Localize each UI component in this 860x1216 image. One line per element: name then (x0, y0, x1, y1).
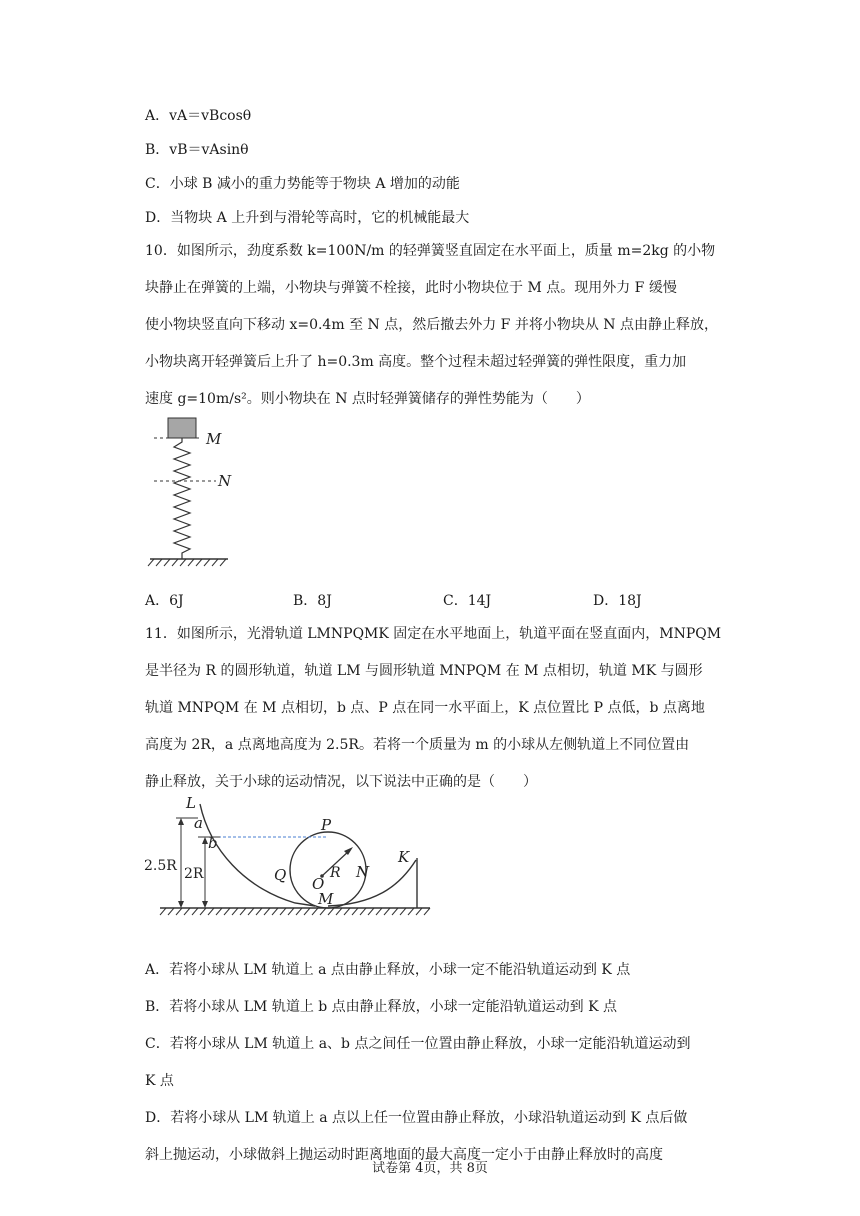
label-m: M (318, 890, 334, 908)
label-n: N (218, 472, 232, 490)
page-footer: 试卷第 4页，共 8页 (372, 1161, 488, 1176)
ground-hatch (148, 559, 226, 566)
q11-line-3: 轨道 MNPQM 在 M 点相切，b 点、P 点在同一水平面上，K 点位置比 P 点低，b 点离地 (145, 700, 705, 716)
q10-choice-d: D．18J (593, 593, 642, 609)
q10-choice-b: B．8J (293, 593, 332, 609)
track-mk (328, 860, 416, 906)
q11-stem (145, 616, 722, 801)
q11-option-d-cont: 斜上抛运动，小球做斜上抛运动时距离地面的最大高度一定小于由静止释放时的高度 (145, 1147, 663, 1163)
q11-option-a: A．若将小球从 LM 轨道上 a 点由静止释放，小球一定不能沿轨道运动到 K 点 (145, 962, 631, 978)
q10-choice-c: C．14J (443, 593, 492, 609)
label-2-5r: 2.5R (144, 858, 177, 874)
label-a: a (194, 814, 203, 832)
label-l: L (186, 794, 196, 812)
q11-line-2: 是半径为 R 的圆形轨道，轨道 LM 与圆形轨道 MNPQM 在 M 点相切，轨道 MK 与圆形 (145, 663, 703, 679)
q11-option-c: C．若将小球从 LM 轨道上 a、b 点之间任一位置由静止释放，小球一定能沿轨道运动到 (145, 1036, 691, 1052)
label-2r: 2R (184, 866, 204, 882)
q10-line-1: 10．如图所示，劲度系数 k=100N/m 的轻弹簧竖直固定在水平面上，质量 m=2kg 的小物 (145, 243, 716, 259)
q11-line-1: 11．如图所示，光滑轨道 LMNPQMK 固定在水平地面上，轨道平面在竖直面内，MNPQM (145, 626, 722, 642)
q10-line-5: 速度 g=10m/s²。则小物块在 N 点时轻弹簧储存的弹性势能为（ ） (145, 391, 590, 407)
q10-choices (145, 590, 725, 612)
q11-line-4: 高度为 2R，a 点离地高度为 2.5R。若将一个质量为 m 的小球从左侧轨道上不同位置由 (145, 737, 690, 753)
label-p: P (321, 816, 332, 834)
q11-option-d: D．若将小球从 LM 轨道上 a 点以上任一位置由静止释放，小球沿轨道运动到 K 点后做 (145, 1110, 688, 1126)
label-q: Q (274, 866, 287, 884)
q10-line-3: 使小物块竖直向下移动 x=0.4m 至 N 点，然后撤去外力 F 并将小物块从 N 点由静止释放， (145, 317, 718, 333)
q10-stem (145, 233, 717, 418)
q9-option-d: D．当物块 A 上升到与滑轮等高时，它的机械能最大 (145, 210, 470, 226)
q11-line-5: 静止释放，关于小球的运动情况，以下说法中正确的是（ ） (145, 774, 537, 790)
label-b: b (208, 834, 218, 852)
q10-line-4: 小物块离开轻弹簧后上升了 h=0.3m 高度。整个过程未超过轻弹簧的弹性限度，重力加 (145, 354, 687, 370)
q11-track-figure (140, 790, 440, 920)
spring (174, 438, 190, 559)
label-k: K (398, 848, 410, 866)
q11-option-b: B．若将小球从 LM 轨道上 b 点由静止释放，小球一定能沿轨道运动到 K 点 (145, 999, 618, 1015)
track-lm (200, 804, 315, 906)
label-n: N (356, 863, 370, 881)
label-r: R (330, 865, 341, 881)
q11-options (145, 952, 717, 1174)
a-arrow-bottom (178, 901, 184, 908)
label-m: M (206, 430, 222, 448)
label-o: O (312, 875, 325, 893)
q9-option-a: A．vA＝vBcosθ (145, 108, 252, 124)
q10-choice-a: A．6J (145, 593, 184, 609)
block (168, 418, 196, 438)
ground-hatch (160, 908, 430, 915)
q11-option-c-cont: K 点 (145, 1073, 174, 1089)
q9-option-b: B．vB＝vAsinθ (145, 142, 249, 158)
q9-option-c: C．小球 B 减小的重力势能等于物块 A 增加的动能 (145, 176, 460, 192)
a-arrow-top (178, 818, 184, 825)
q10-spring-figure (140, 412, 250, 572)
b-arrow-bottom (202, 901, 208, 908)
q10-line-2: 块静止在弹簧的上端，小物块与弹簧不栓接，此时小物块位于 M 点。现用外力 F 缓慢 (145, 280, 677, 296)
